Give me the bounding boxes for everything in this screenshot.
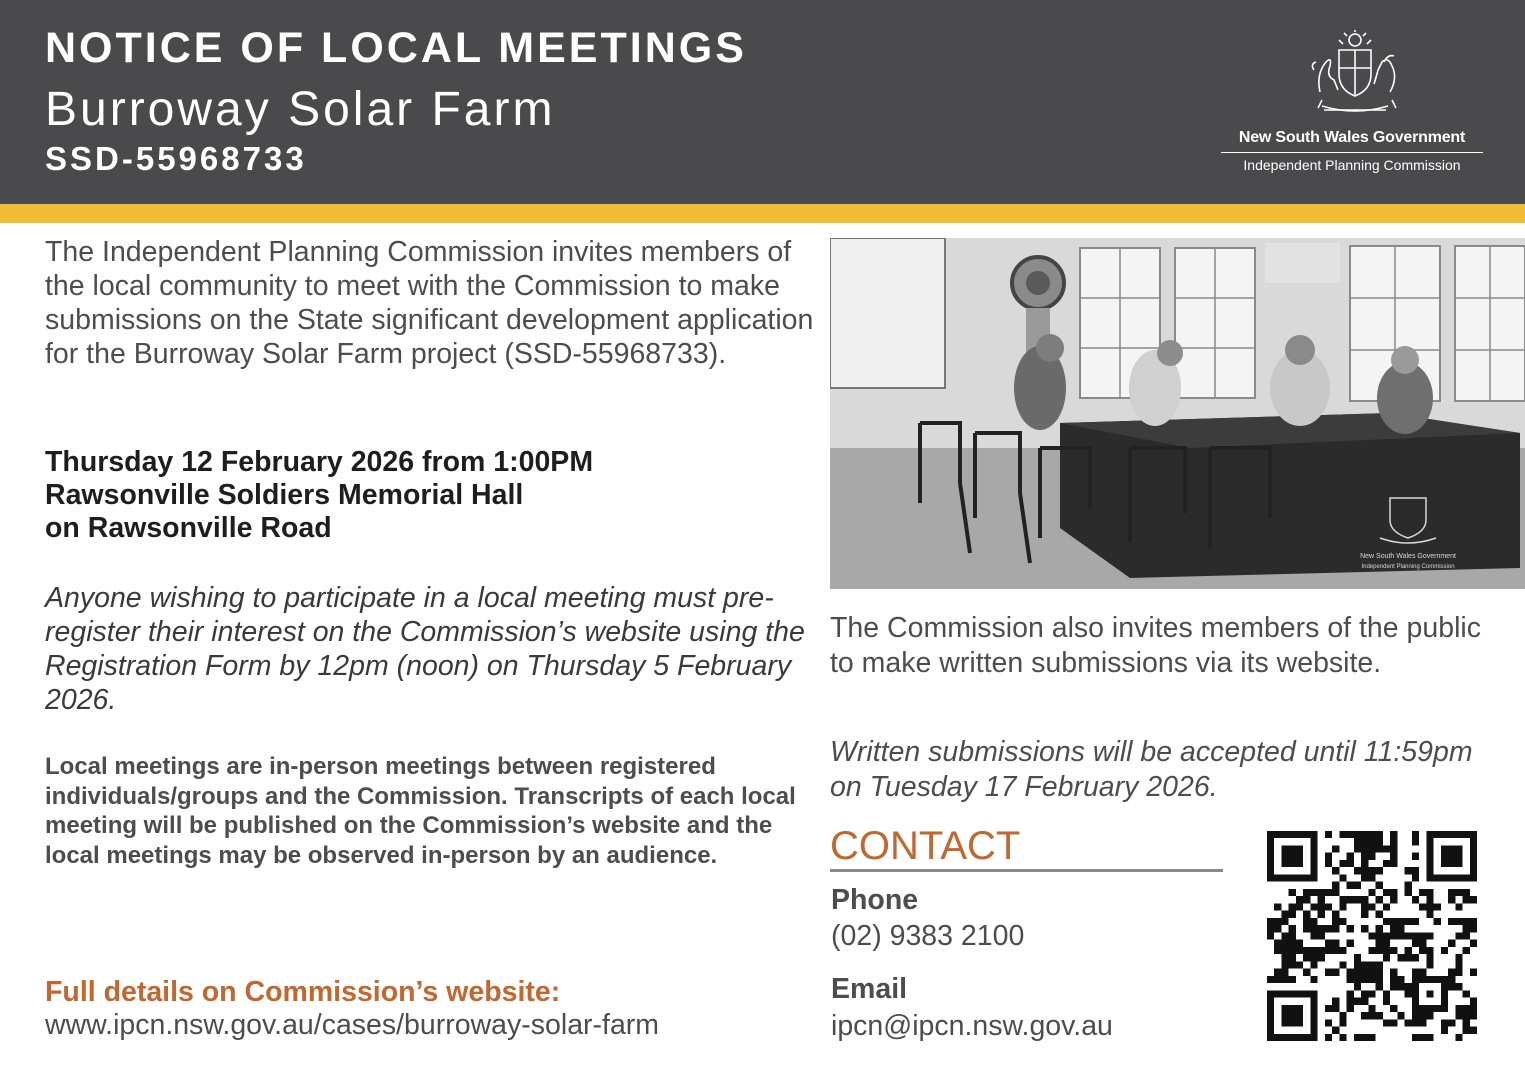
written-submissions-deadline: Written submissions will be accepted until 11:59pm on Tuesday 17 February 2026. [830, 736, 1473, 803]
phone-label: Phone [831, 884, 919, 916]
government-name: New South Wales Government [1238, 129, 1466, 146]
email-address-link[interactable]: ipcn@ipcn.nsw.gov.au [831, 1010, 1113, 1042]
photo-scene [830, 238, 1525, 589]
written-submissions-invite: The Commission also invites members of the public to make written submissions via its website. [830, 612, 1482, 679]
website-label: Full details on Commission’s website: [45, 976, 561, 1008]
phone-number-link[interactable]: (02) 9383 2100 [831, 920, 1025, 952]
meeting-date-time: Thursday 12 February 2026 from 1:00PM [45, 446, 594, 478]
website-url-link[interactable]: www.ipcn.nsw.gov.au/cases/burroway-solar-farm [45, 1009, 660, 1041]
coat-of-arms-icon [1300, 30, 1410, 114]
meeting-road: on Rawsonville Road [45, 512, 332, 544]
qr-code-icon[interactable] [1267, 831, 1477, 1041]
commission-meeting-photo [830, 238, 1525, 589]
cloth-text-agency: Independent Planning Commission [1361, 564, 1455, 570]
logo-divider [1221, 152, 1483, 153]
meeting-venue: Rawsonville Soldiers Memorial Hall [45, 479, 524, 511]
registration-notice: Anyone wishing to participate in a local meeting must pre-register their interest on the Commission’s website using the Registration Form by 12pm (noon) on Thursday 5 February 2026. [45, 582, 805, 716]
header-banner [0, 0, 1525, 204]
project-reference: SSD-55968733 [45, 140, 307, 177]
intro-paragraph: The Independent Planning Commission invites members of the local community to meet with the Commission to make submissions on the State significant development application for the Burroway Solar Farm project (SSD-55968733). [45, 236, 814, 370]
contact-heading: CONTACT [830, 824, 1021, 868]
meeting-details [45, 446, 815, 545]
accent-bar [0, 204, 1525, 223]
email-label: Email [831, 973, 908, 1005]
agency-name: Independent Planning Commission [1243, 157, 1461, 173]
cloth-text-gov: New South Wales Government [1360, 553, 1456, 560]
nsw-ipc-logo [1215, 30, 1490, 180]
contact-divider [830, 869, 1223, 872]
project-name: Burroway Solar Farm [45, 83, 556, 136]
local-meeting-info: Local meetings are in-person meetings between registered individuals/groups and the Commission. Transcripts of each local meeting will be published on the Commission’s website and the local meetings may be observed in-person by an audience. [45, 753, 796, 869]
notice-title: NOTICE OF LOCAL MEETINGS [45, 24, 747, 72]
